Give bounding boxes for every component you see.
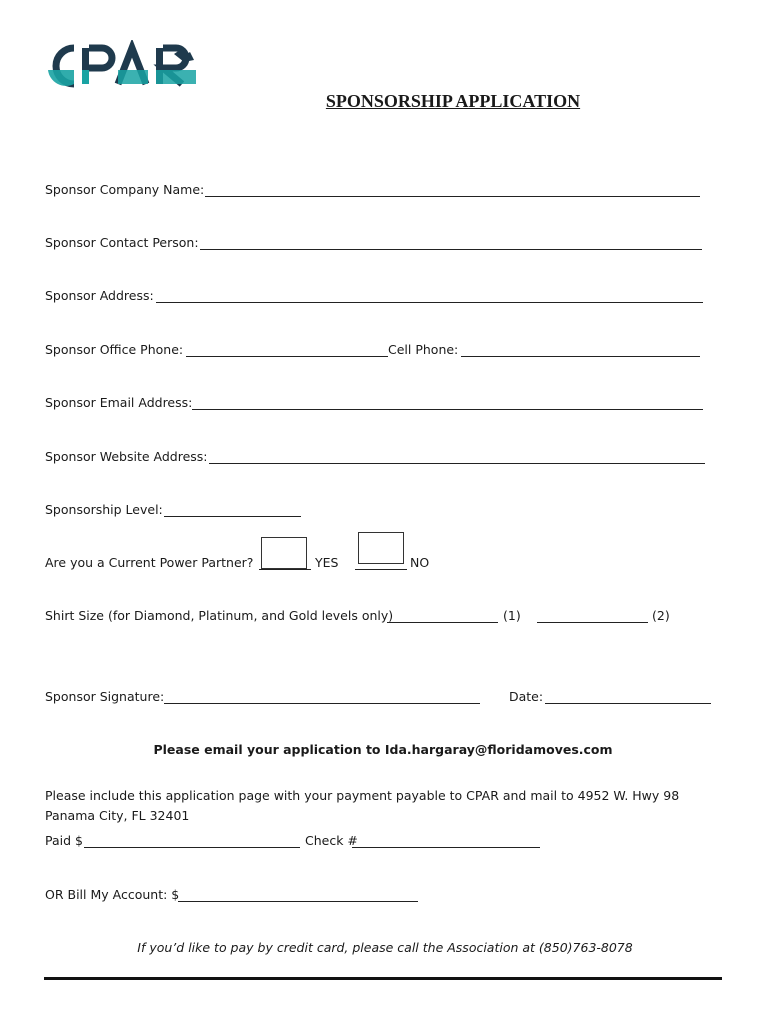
address-field[interactable] [156,302,703,303]
shirt-size-1-field[interactable] [387,622,498,623]
shirt-size-label: Shirt Size (for Diamond, Platinum, and Gold levels only) [45,608,394,623]
email-instruction: Please email your application to Ida.hargaray@floridamoves.com [153,742,613,757]
cell-phone-field[interactable] [461,356,700,357]
sponsorship-level-label: Sponsorship Level: [45,502,163,517]
date-field[interactable] [545,703,711,704]
page-title: SPONSORSHIP APPLICATION [325,91,581,111]
office-phone-field[interactable] [186,356,388,357]
power-partner-label: Are you a Current Power Partner? [45,555,254,570]
check-label: Check # [305,833,358,848]
sponsorship-level-field[interactable] [164,516,301,517]
shirt-size-2-label: (2) [652,608,670,623]
paid-label: Paid $ [45,833,83,848]
yes-checkbox[interactable] [261,537,307,569]
paid-amount-field[interactable] [84,847,300,848]
website-field[interactable] [209,463,705,464]
no-underline [355,569,407,570]
contact-person-label: Sponsor Contact Person: [45,235,199,250]
date-label: Date: [509,689,544,704]
address-label: Sponsor Address: [45,288,154,303]
yes-label: YES [315,555,339,570]
email-label: Sponsor Email Address: [45,395,193,410]
signature-field[interactable] [164,703,480,704]
contact-person-field[interactable] [200,249,702,250]
mail-instruction: Please include this application page with your payment payable to CPAR and mail to 4952 W. Hwy 98 Panama City, FL 32401 [45,788,680,823]
office-phone-label: Sponsor Office Phone: [45,342,184,357]
footer-divider [44,977,722,980]
signature-label: Sponsor Signature: [45,689,165,704]
no-checkbox[interactable] [358,532,404,564]
no-label: NO [410,555,430,570]
shirt-size-1-label: (1) [503,608,521,623]
email-field[interactable] [192,409,703,410]
cell-phone-label: Cell Phone: [388,342,459,357]
website-label: Sponsor Website Address: [45,449,208,464]
credit-card-note: If you’d like to pay by credit card, please call the Association at (850)763-8078 [137,940,633,955]
yes-underline [259,569,311,570]
company-name-field[interactable] [205,196,700,197]
check-number-field[interactable] [352,847,540,848]
bill-account-field[interactable] [178,901,418,902]
cpar-logo [44,40,204,92]
bill-account-label: OR Bill My Account: $ [45,887,180,902]
company-name-label: Sponsor Company Name: [45,182,205,197]
shirt-size-2-field[interactable] [537,622,648,623]
